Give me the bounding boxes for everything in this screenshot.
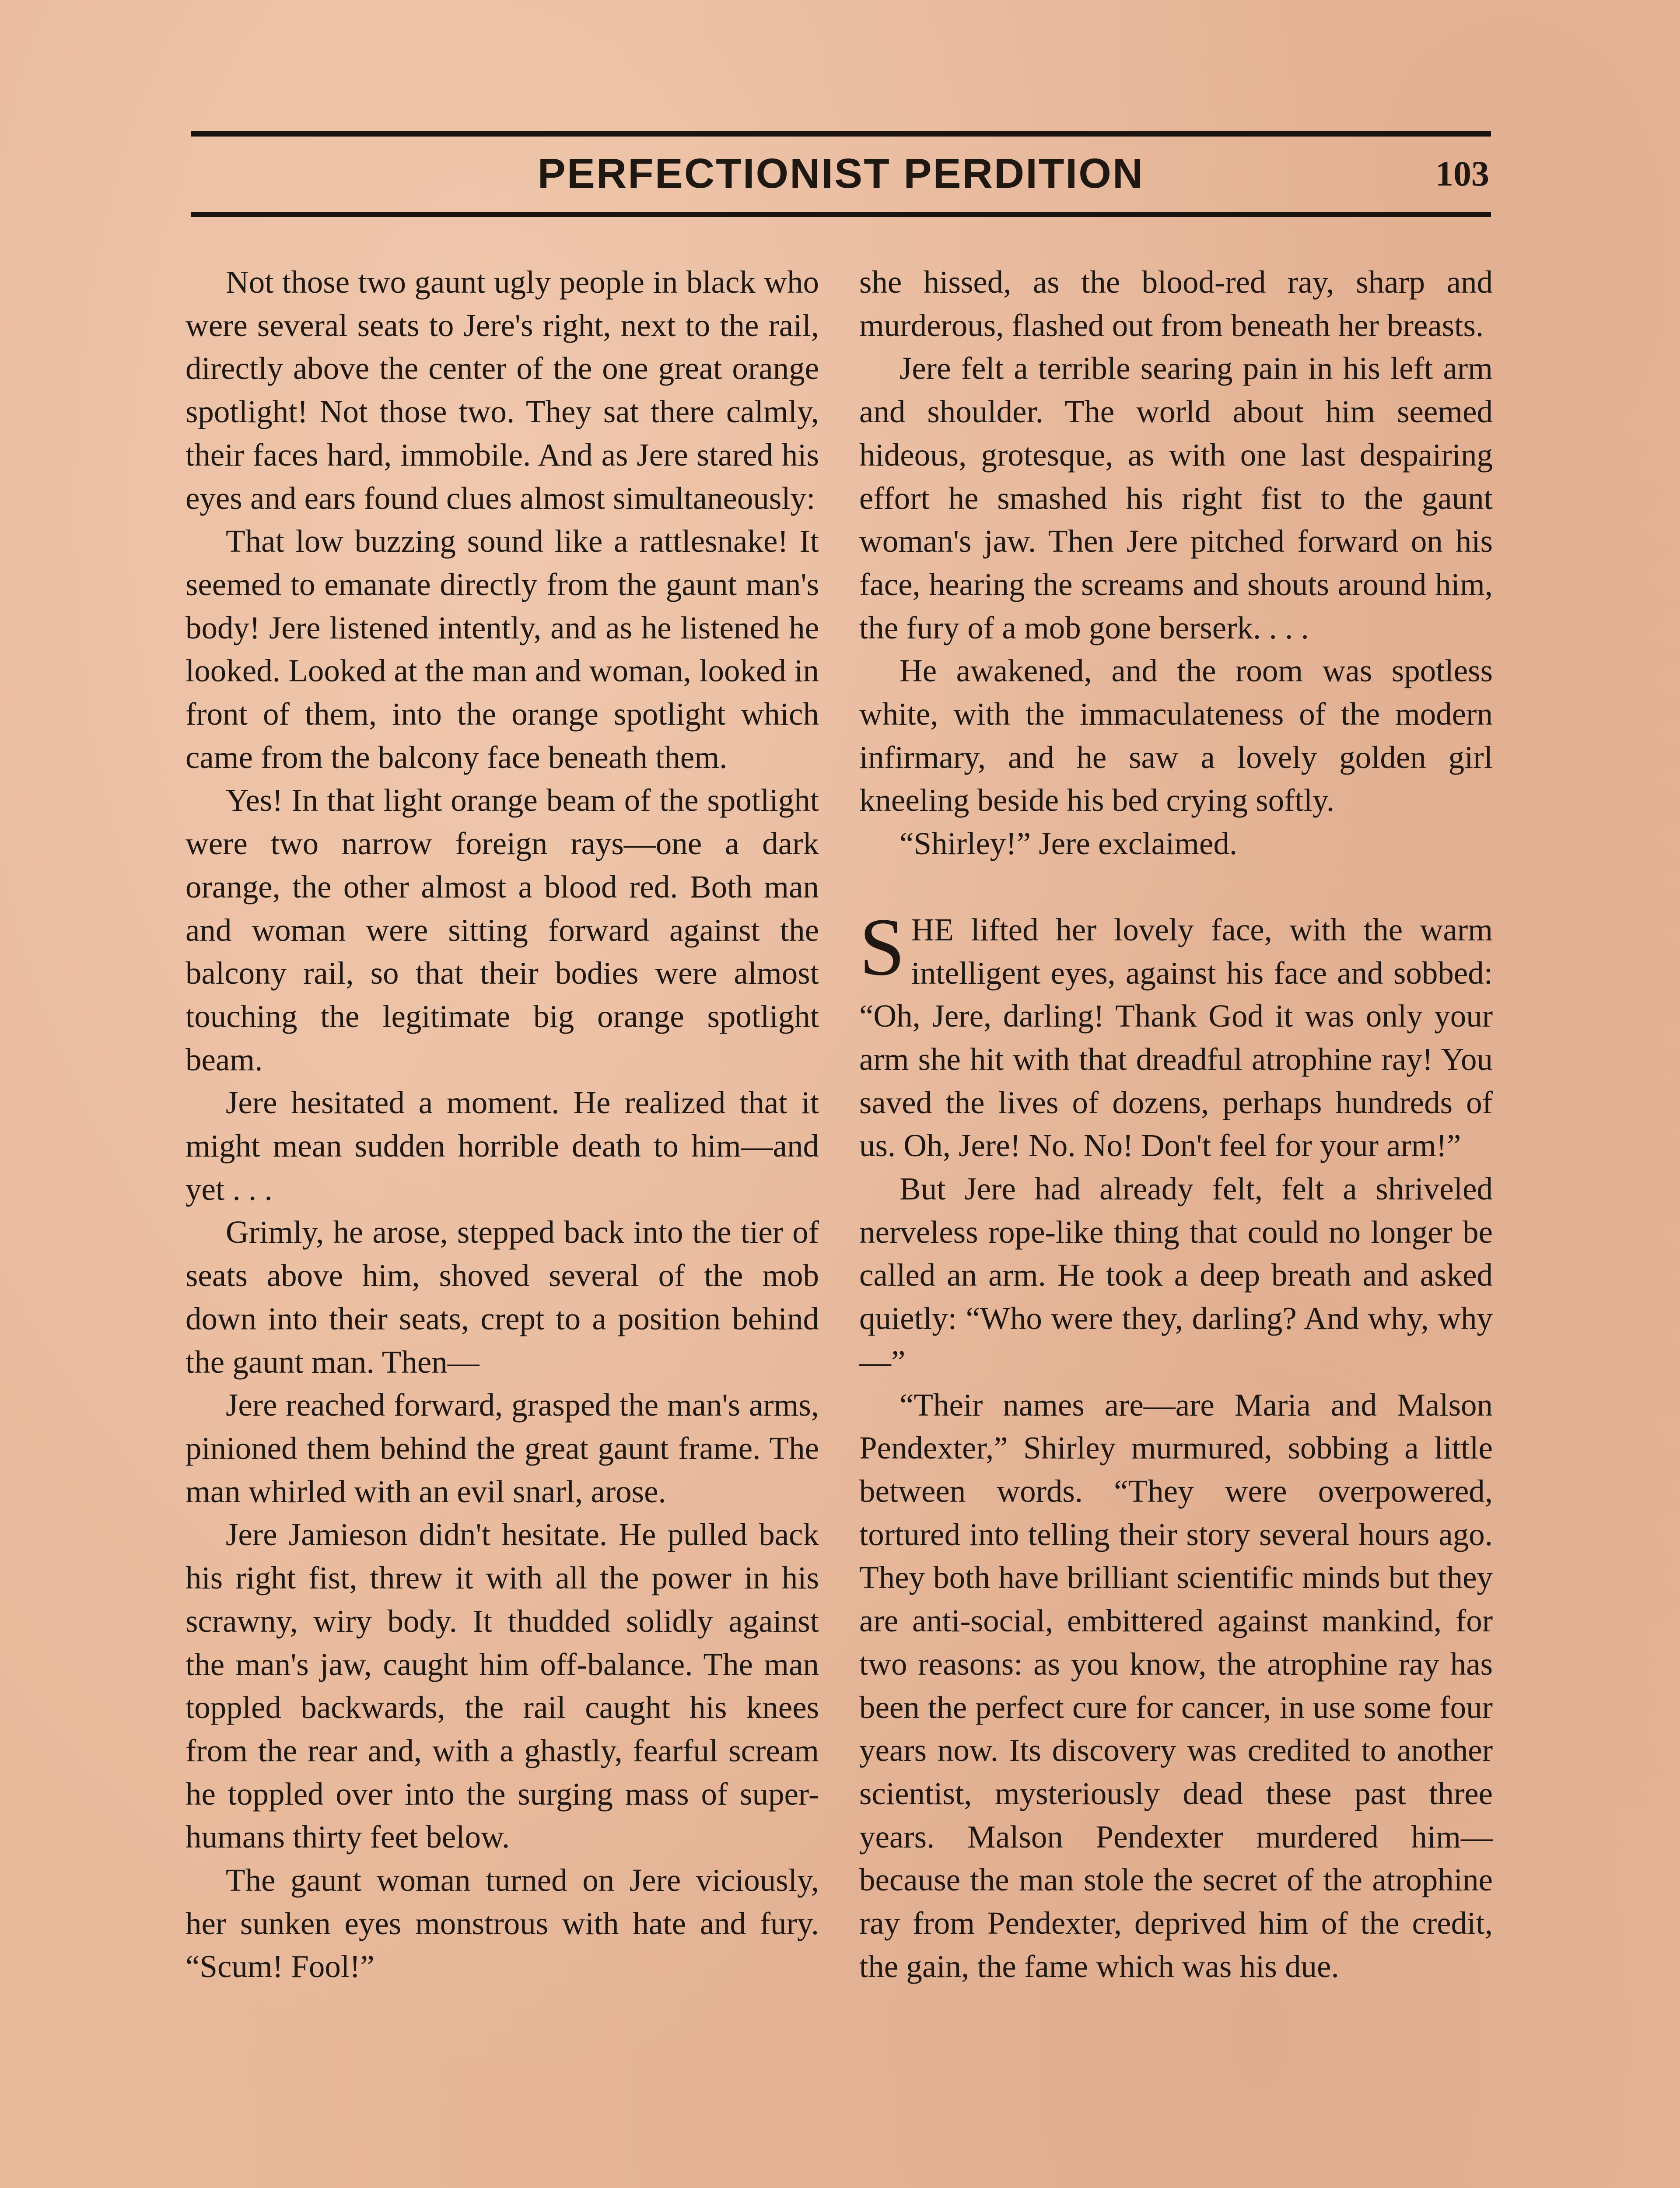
- dropcap-paragraph: [859, 901, 1493, 1168]
- paragraph: He awakened, and the room was spotless white, with the immaculateness of the modern infirmary, and he saw a lovely golden girl kneeling beside his bed crying softly.: [859, 653, 1493, 818]
- left-text-column: [186, 261, 819, 1988]
- section-break: [859, 866, 1493, 908]
- running-header-title: PERFECTIONIST PERDITION: [537, 150, 1144, 197]
- paragraph: Not those two gaunt ugly people in black who were several seats to Jere's right, next to the rail, directly above the center of the one great orange spotlight! Not those two. They sat there calmly, their faces hard, immobile. And as Jere stared his eyes and ears found clues almost simultaneously:: [186, 264, 819, 516]
- paragraph: But Jere had already felt, felt a shriveled nerveless rope-like thing that could no longer be called an arm. He took a deep breath and asked quietly: “Who were they, darling? And why, why—”: [859, 1171, 1493, 1379]
- dropcap-paragraph-text: HE lifted her lovely face, with the warm intelligent eyes, against his face and sobbed: “Oh, Jere, darling! Thank God it was only your arm she hit with that dreadful atrophine ray! You saved the lives of dozens, perhaps hundreds of us. Oh, Jere! No. No! Don't feel for your arm!”: [859, 912, 1493, 1164]
- paragraph: Yes! In that light orange beam of the spotlight were two narrow foreign rays—one a dark orange, the other almost a blood red. Both man and woman were sitting forward against the balcony rail, so that their bodies were almost touching the legitimate big orange spotlight beam.: [186, 782, 819, 1077]
- paragraph: Grimly, he arose, stepped back into the tier of seats above him, shoved several of the mob down into their seats, crept to a position behind the gaunt man. Then—: [186, 1214, 819, 1380]
- right-text-column: [859, 261, 1493, 1988]
- continued-paragraph: she hissed, as the blood-red ray, sharp and murderous, flashed out from beneath her breasts.: [859, 264, 1493, 343]
- paragraph: Jere reached forward, grasped the man's arms, pinioned them behind the great gaunt frame. The man whirled with an evil snarl, arose.: [186, 1387, 819, 1509]
- paragraph: “Shirley!” Jere exclaimed.: [900, 826, 1238, 862]
- paragraph: Jere felt a terrible searing pain in his left arm and shoulder. The world about him seemed hideous, grotesque, as with one last despairing effort he smashed his right fist to the gaunt woman's jaw. Then Jere pitched forward on his face, hearing the screams and shouts around him, the fury of a mob gone berserk. . . .: [859, 351, 1493, 645]
- paragraph: Jere hesitated a moment. He realized that it might mean sudden horrible death to him—and yet . . .: [186, 1085, 819, 1207]
- page-number: 103: [1435, 154, 1489, 193]
- paragraph: “Their names are—are Maria and Malson Pendexter,” Shirley murmured, sobbing a little between words. “They were overpowered, tortured into telling their story several hours ago. They both have brilliant scientific minds but they are anti-social, embittered against mankind, for two reasons: as you know, the atrophine ray has been the perfect cure for cancer, in use some four years now. Its discovery was credited to another scientist, mysteriously dead these past three years. Malson Pendexter murdered him—because the man stole the secret of the atrophine ray from Pendexter, deprived him of the credit, the gain, the fame which was his due.: [859, 1387, 1493, 1984]
- paragraph: Jere Jamieson didn't hesitate. He pulled back his right fist, threw it with all the power in his scrawny, wiry body. It thudded solidly against the man's jaw, caught him off-balance. The man toppled backwards, the rail caught his knees from the rear and, with a ghastly, fearful scream he toppled over into the surging mass of super-humans thirty feet below.: [186, 1517, 819, 1855]
- header-top-rule: [191, 131, 1491, 137]
- paragraph: The gaunt woman turned on Jere viciously, her sunken eyes monstrous with hate and fury. “Scum! Fool!”: [186, 1862, 819, 1985]
- header-bottom-rule: [191, 212, 1491, 217]
- paragraph: That low buzzing sound like a rattlesnake! It seemed to emanate directly from the gaunt man's body! Jere listened intently, and as he listened he looked. Looked at the man and woman, looked in front of them, into the orange spotlight which came from the balcony face beneath them.: [186, 523, 819, 775]
- drop-cap-letter: S: [859, 901, 905, 992]
